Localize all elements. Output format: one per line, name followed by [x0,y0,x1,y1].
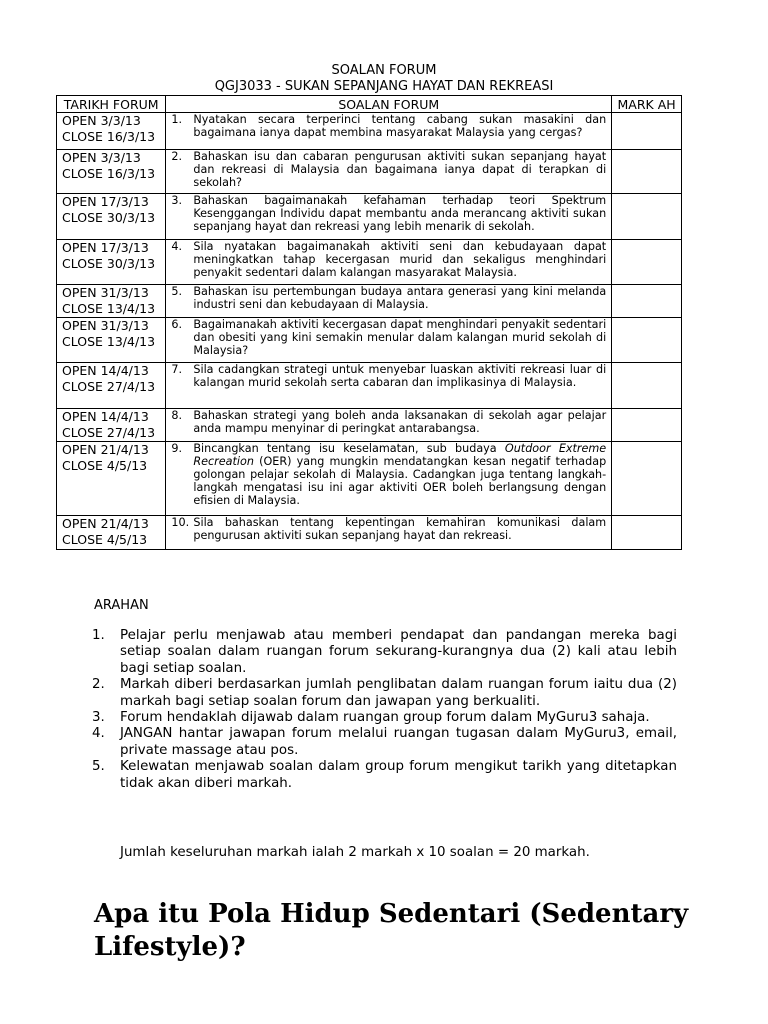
question-number: 8. [171,409,183,422]
section-heading: Apa itu Pola Hidup Sedentari (Sedentary Lifestyle)? [94,899,689,962]
question-text: Sila nyatakan bagaimanakah aktiviti seni dan kebudayaan dapat meningkatkan tahap kecergasan murid dan sekaligus menghindari penyakit sedentari dalam kalangan masyarakat Malaysia. [193,240,607,279]
mark-cell [612,113,682,150]
question-text: Bahaskan strategi yang boleh anda laksanakan di sekolah agar pelajar anda mampu menyinar di peringkat antarabangsa. [193,409,607,435]
item-text: JANGAN hantar jawapan forum melalui ruangan tugasan dalam MyGuru3, email, private massage atau pos. [120,726,677,758]
question-number: 1. [171,113,183,126]
question-cell [166,240,612,285]
open-date: OPEN 14/4/13 [62,363,149,378]
question-cell [166,113,612,150]
date-cell [57,409,166,442]
list-item [92,628,677,677]
close-date: CLOSE 4/5/13 [62,458,148,473]
item-text: Markah diberi berdasarkan jumlah penglibatan dalam ruangan forum iaitu dua (2) markah bagi setiap soalan forum dan jawapan yang berkualiti. [120,677,677,709]
close-date: CLOSE 27/4/13 [62,425,156,440]
instruction-list [92,628,677,792]
question-cell [166,442,612,516]
table-row [57,516,682,550]
question-cell [166,285,612,318]
question-cell [166,150,612,194]
mark-cell [612,442,682,516]
header-mark: MARK AH [612,96,682,113]
item-text: Kelewatan menjawab soalan dalam group forum mengikut tarikh yang ditetapkan tidak akan diberi markah. [120,759,677,791]
close-date: CLOSE 13/4/13 [62,301,156,316]
mark-cell [612,516,682,550]
item-text: Forum hendaklah dijawab dalam ruangan group forum dalam MyGuru3 sahaja. [120,710,650,726]
question-text-part-a: Bincangkan tentang isu keselamatan, sub budaya [193,442,497,455]
table-row [57,409,682,442]
date-cell [57,113,166,150]
item-number: 4. [92,726,105,742]
close-date: CLOSE 30/3/13 [62,210,156,225]
mark-cell [612,150,682,194]
table-row [57,442,682,516]
question-number: 3. [171,194,183,207]
table-row [57,285,682,318]
table-row [57,363,682,409]
header-question: SOALAN FORUM [166,96,612,113]
open-date: OPEN 14/4/13 [62,409,149,424]
date-cell [57,285,166,318]
list-item [92,759,677,792]
question-text: Bagaimanakah aktiviti kecergasan dapat menghindari penyakit sedentari dan obesiti yang kini semakin menular dalam kalangan murid sekolah di Malaysia? [193,318,607,357]
table-header-row [57,96,682,113]
open-date: OPEN 31/3/13 [62,285,149,300]
close-date: CLOSE 16/3/13 [62,166,156,181]
table-row [57,194,682,240]
mark-cell [612,240,682,285]
open-date: OPEN 21/4/13 [62,516,149,531]
question-number: 10. [171,516,190,529]
total-marks-note: Jumlah keseluruhan markah ialah 2 markah x 10 soalan = 20 markah. [120,845,590,860]
close-date: CLOSE 4/5/13 [62,532,148,547]
date-cell [57,442,166,516]
question-text [193,442,606,507]
close-date: CLOSE 13/4/13 [62,334,156,349]
list-item [92,677,677,710]
open-date: OPEN 21/4/13 [62,442,149,457]
close-date: CLOSE 27/4/13 [62,379,156,394]
question-cell [166,409,612,442]
question-text: Bahaskan isu pertembungan budaya antara generasi yang kini melanda industri seni dan kebudayaan di Malaysia. [193,285,607,311]
item-text: Pelajar perlu menjawab atau memberi pendapat dan pandangan mereka bagi setiap soalan dalam ruangan forum sekurang-kurangnya dua (2) kali atau lebih bagi setiap soalan. [120,628,677,676]
table-row [57,240,682,285]
mark-cell [612,409,682,442]
mark-cell [612,363,682,409]
date-cell [57,240,166,285]
question-number: 4. [171,240,183,253]
date-cell [57,516,166,550]
mark-cell [612,318,682,363]
table-row [57,318,682,363]
open-date: OPEN 31/3/13 [62,318,149,333]
open-date: OPEN 17/3/13 [62,240,149,255]
item-number: 5. [92,759,105,775]
question-text-emphasis: Outdoor Extreme Recreation [193,442,607,468]
forum-table [56,95,682,550]
list-item [92,710,677,726]
question-text: Sila cadangkan strategi untuk menyebar luaskan aktiviti rekreasi luar di kalangan murid sekolah serta cabaran dan implikasinya di Malaysia. [193,363,607,389]
date-cell [57,318,166,363]
item-number: 3. [92,710,105,726]
question-number: 5. [171,285,183,298]
item-number: 2. [92,677,105,693]
question-text-part-b: (OER) yang mungkin mendatangkan kesan negatif terhadap golongan pelajar sekolah di Malaysia. Cadangkan juga tentang langkah-langkah mengatasi isu ini agar aktiviti OER boleh berlangsung dengan efisien di Malaysia. [193,455,607,507]
doc-title: SOALAN FORUM [331,63,437,78]
table-row [57,150,682,194]
date-cell [57,150,166,194]
course-title: QGJ3033 - SUKAN SEPANJANG HAYAT DAN REKREASI [214,79,554,94]
question-number: 9. [171,442,183,455]
open-date: OPEN 3/3/13 [62,150,141,165]
list-item [92,726,677,759]
close-date: CLOSE 30/3/13 [62,256,156,271]
question-number: 7. [171,363,183,376]
question-number: 2. [171,150,183,163]
close-date: CLOSE 16/3/13 [62,129,156,144]
question-text: Bahaskan bagaimanakah kefahaman terhadap teori Spektrum Kesenggangan Individu dapat membantu anda merancang aktiviti sukan sepanjang hayat dan rekreasi yang lebih menarik di sekolah. [193,194,607,233]
question-cell [166,194,612,240]
arahan-title: ARAHAN [94,598,149,613]
item-number: 1. [92,628,105,643]
question-text: Nyatakan secara terperinci tentang cabang sukan masakini dan bagaimana ianya dapat membina masyarakat Malaysia yang cergas? [193,113,607,139]
mark-cell [612,285,682,318]
question-cell [166,516,612,550]
header-date: TARIKH FORUM [57,96,166,113]
date-cell [57,194,166,240]
date-cell [57,363,166,409]
table-row [57,113,682,150]
question-text: Sila bahaskan tentang kepentingan kemahiran komunikasi dalam pengurusan aktiviti sukan sepanjang hayat dan rekreasi. [193,516,607,542]
question-cell [166,318,612,363]
document-titles [0,63,768,95]
question-number: 6. [171,318,183,331]
question-cell [166,363,612,409]
open-date: OPEN 3/3/13 [62,113,141,128]
open-date: OPEN 17/3/13 [62,194,149,209]
question-text: Bahaskan isu dan cabaran pengurusan aktiviti sukan sepanjang hayat dan rekreasi di Malaysia dan bagaimana ianya dapat di terapkan di sekolah? [193,150,607,189]
mark-cell [612,194,682,240]
